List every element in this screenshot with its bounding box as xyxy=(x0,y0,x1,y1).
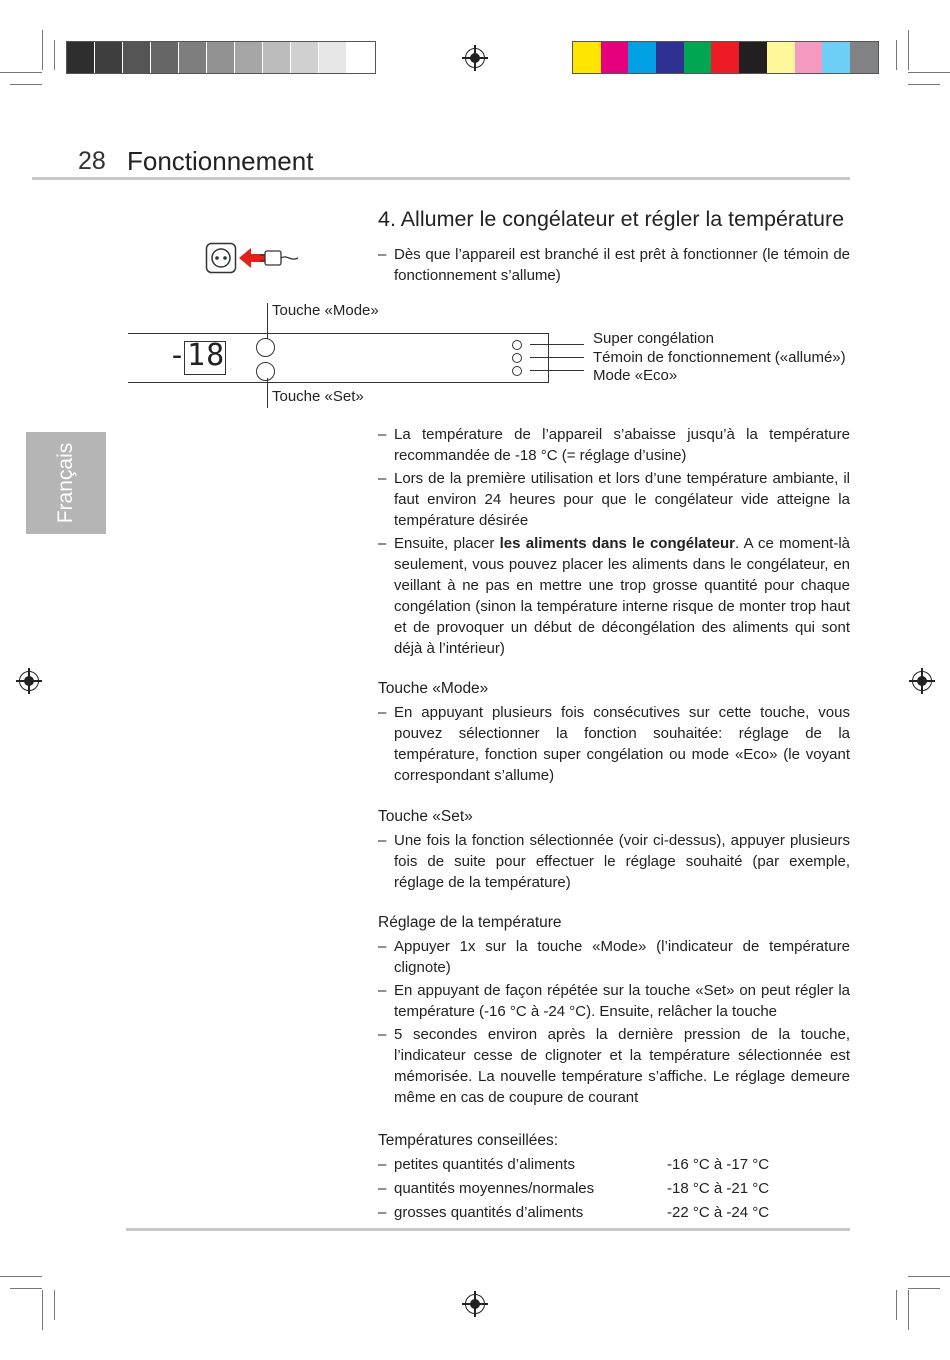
gray-swatch xyxy=(179,42,207,73)
grayscale-calibration-bar xyxy=(66,41,376,74)
color-swatch xyxy=(711,42,739,73)
section-subtitle: Températures conseillées: xyxy=(378,1132,559,1149)
mode-button-label: Touche «Mode» xyxy=(272,302,379,319)
color-swatch xyxy=(850,42,878,73)
color-swatch xyxy=(684,42,712,73)
super-freeze-label: Super congélation xyxy=(593,330,714,347)
operation-led xyxy=(512,353,522,363)
display-value: -18 xyxy=(168,338,226,373)
gray-swatch xyxy=(235,42,263,73)
set-button[interactable] xyxy=(256,362,275,381)
recommended-temperatures xyxy=(378,1130,850,1226)
color-swatch xyxy=(739,42,767,73)
gray-swatch xyxy=(67,42,95,73)
registration-mark-icon xyxy=(912,671,932,691)
section-subtitle: Touche «Set» xyxy=(378,808,473,825)
section-subtitle: Réglage de la température xyxy=(378,914,562,931)
color-swatch xyxy=(628,42,656,73)
operation-indicator-label: Témoin de fonctionnement («allumé») xyxy=(593,349,846,366)
language-label: Français xyxy=(54,442,77,524)
gray-swatch xyxy=(347,42,375,73)
color-swatch xyxy=(795,42,823,73)
list-item: – Une fois la fonction sélectionnée (voir ci-dessus), appuyer plusieurs fois de suite pour effectuer le réglage souhaité (par exemple, réglage de la température) xyxy=(378,830,850,893)
gray-swatch xyxy=(151,42,179,73)
color-swatch xyxy=(767,42,795,73)
header-rule xyxy=(32,177,850,180)
temperature-display xyxy=(168,338,226,375)
power-plug-icon xyxy=(205,242,300,274)
eco-led xyxy=(512,366,522,376)
temperature-row: – grosses quantités d’aliments -22 °C à -24 °C xyxy=(378,1202,850,1226)
list-item: – Lors de la première utilisation et lors d’une température ambiante, il faut environ 24 heures pour que le congélateur vide atteigne la température désirée xyxy=(378,468,850,531)
color-calibration-bar xyxy=(572,41,879,74)
gray-swatch xyxy=(95,42,123,73)
intro-block xyxy=(378,244,850,286)
list-item: – En appuyant plusieurs fois consécutives sur cette touche, vous pouvez sélectionner la fonction souhaitée: réglage de la température, fonction super congélation ou mode «Eco» (le voyant correspondant s’allume) xyxy=(378,702,850,786)
set-button-label: Touche «Set» xyxy=(272,388,364,405)
temperature-setting-section xyxy=(378,912,850,1110)
color-swatch xyxy=(601,42,629,73)
page-title: Fonctionnement xyxy=(127,146,314,176)
super-freeze-led xyxy=(512,340,522,350)
list-item: – Appuyer 1x sur la touche «Mode» (l’indicateur de température clignote) xyxy=(378,936,850,978)
list-item: – En appuyant de façon répétée sur la touche «Set» on peut régler la température (-16 °C à -24 °C). Ensuite, relâcher la touche xyxy=(378,980,850,1022)
page-number: 28 xyxy=(78,147,106,175)
registration-mark-icon xyxy=(19,671,39,691)
main-bullets xyxy=(378,424,850,661)
registration-mark-icon xyxy=(465,48,485,68)
eco-mode-label: Mode «Eco» xyxy=(593,367,678,384)
registration-mark-icon xyxy=(465,1294,485,1314)
language-tab xyxy=(26,432,106,534)
list-item: – Ensuite, placer les aliments dans le congélateur. A ce moment-là seulement, vous pouvez placer les aliments dans le congélateur, en veillant à ne pas en mettre une trop grosse quantité pour chaque congélation (sinon la température interne risque de monter trop haut et de provoquer un début de décongélation des aliments qui sont déjà à l’intérieur) xyxy=(378,533,850,659)
gray-swatch xyxy=(319,42,347,73)
gray-swatch xyxy=(263,42,291,73)
intro-bullet: – Dès que l’appareil est branché il est prêt à fonctionner (le témoin de fonctionnement s’allume) xyxy=(378,244,850,286)
set-section xyxy=(378,806,850,893)
gray-swatch xyxy=(291,42,319,73)
mode-button[interactable] xyxy=(256,338,275,357)
mode-section xyxy=(378,678,850,786)
footer-rule xyxy=(126,1228,850,1231)
section-heading: 4. Allumer le congélateur et régler la température xyxy=(378,207,845,231)
gray-swatch xyxy=(207,42,235,73)
temperature-row: – quantités moyennes/normales -18 °C à -21 °C xyxy=(378,1178,850,1202)
list-item: – 5 secondes environ après la dernière pression de la touche, l’indicateur cesse de clignoter et la température sélectionnée est mémorisée. La nouvelle température s’affiche. Le réglage demeure même en cas de coupure de courant xyxy=(378,1024,850,1108)
list-item: – La température de l’appareil s’abaisse jusqu’à la température recommandée de -18 °C (= réglage d’usine) xyxy=(378,424,850,466)
color-swatch xyxy=(822,42,850,73)
color-swatch xyxy=(573,42,601,73)
color-swatch xyxy=(656,42,684,73)
gray-swatch xyxy=(123,42,151,73)
section-subtitle: Touche «Mode» xyxy=(378,680,489,697)
temperature-row: – petites quantités d’aliments -16 °C à -17 °C xyxy=(378,1154,850,1178)
